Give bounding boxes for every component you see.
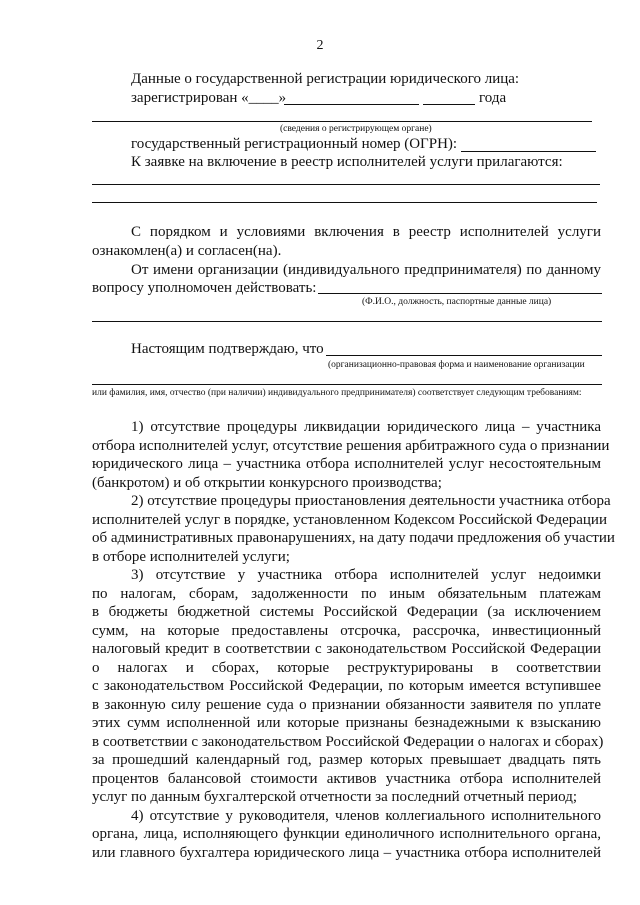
p3-line-9: этих сумм исполненной или которые признаны безнадежными к взысканию bbox=[92, 715, 601, 731]
p3-line-10: в соответствии с законодательством Российской Федерации о налогах и сборах) bbox=[92, 734, 604, 750]
confirm-label: Настоящим подтверждаю, что bbox=[131, 341, 324, 357]
attachments-line-1 bbox=[92, 184, 600, 185]
p3-line-7: с законодательством Российской Федерации, по которым имеется вступившее bbox=[92, 678, 601, 694]
p4-line-3: или главного бухгалтера юридического лица – участника отбора исполнителей bbox=[92, 845, 601, 861]
p2-line-2: исполнителей услуг в порядке, установленном Кодексом Российской Федерации bbox=[92, 512, 607, 528]
p3-line-5: налоговый кредит в соответствии с законодательством Российской Федерации bbox=[92, 641, 601, 657]
p3-line-12: процентов балансовой стоимости активов участника отбора исполнителей bbox=[92, 771, 601, 787]
p2-line-3: об административных правонарушениях, на дату подачи предложения об участии bbox=[92, 530, 615, 546]
consent-line-3: От имени организации (индивидуального предпринимателя) по данному bbox=[131, 262, 601, 278]
registration-heading: Данные о государственной регистрации юридического лица: bbox=[131, 71, 520, 87]
organization-blank bbox=[326, 355, 602, 356]
consent-line-1: С порядком и условиями включения в реестр исполнителей услуги bbox=[131, 224, 601, 240]
registered-prefix: зарегистрирован «____» bbox=[131, 90, 287, 106]
p3-line-13: услуг по данным бухгалтерской отчетности за последний отчетный период; bbox=[92, 789, 578, 805]
ogrn-label: государственный регистрационный номер (ОГРН): bbox=[131, 136, 458, 152]
consent-line-4: вопросу уполномочен действовать: bbox=[92, 280, 317, 296]
attachments-label: К заявке на включение в реестр исполнителей услуги прилагаются: bbox=[131, 154, 563, 170]
p3-line-11: за прошедший календарный год, размер которых превышает двадцать пять bbox=[92, 752, 601, 768]
authorized-person-line-2 bbox=[92, 321, 602, 322]
organization-caption-2: или фамилия, имя, отчество (при наличии) индивидуального предпринимателя) соответствует следующим требованиям: bbox=[92, 388, 582, 398]
authority-caption: (сведения о регистрирующем органе) bbox=[280, 124, 432, 134]
p1-line-4: (банкротом) и об открытии конкурсного производства; bbox=[92, 475, 442, 491]
year-word: года bbox=[479, 90, 507, 106]
p1-line-2: отбора исполнителей услуг, отсутствие решения арбитражного суда о признании bbox=[92, 438, 610, 454]
p3-line-3: в бюджеты бюджетной системы Российской Федерации (за исключением bbox=[92, 604, 601, 620]
p2-line-1: 2) отсутствие процедуры приостановления деятельности участника отбора bbox=[131, 493, 611, 509]
p1-line-1: 1) отсутствие процедуры ликвидации юридического лица – участника bbox=[131, 419, 601, 435]
p3-line-8: в законную силу решение суда о признании обязанности заявителя по уплате bbox=[92, 697, 601, 713]
date-year-blank bbox=[423, 104, 475, 105]
attachments-line-2 bbox=[92, 202, 597, 203]
authorized-person-blank bbox=[318, 293, 602, 294]
p3-line-6: о налогах и сборах, которые реструктурированы в соответствии bbox=[92, 660, 601, 676]
p1-line-3: юридического лица – участника отбора исполнителей услуг несостоятельным bbox=[92, 456, 601, 472]
organization-caption-1: (организационно-правовая форма и наименование организации bbox=[328, 360, 585, 370]
p4-line-1: 4) отсутствие у руководителя, членов коллегиального исполнительного bbox=[131, 808, 601, 824]
date-month-blank bbox=[284, 104, 419, 105]
ogrn-blank bbox=[461, 151, 596, 152]
p2-line-4: в отборе исполнителей услуги; bbox=[92, 549, 290, 565]
p3-line-2: по налогам, сборам, задолженности по иным обязательным платежам bbox=[92, 586, 601, 602]
page-number: 2 bbox=[316, 38, 324, 53]
authorized-person-caption: (Ф.И.О., должность, паспортные данные лица) bbox=[362, 297, 552, 307]
consent-line-2: ознакомлен(а) и согласен(на). bbox=[92, 243, 282, 259]
organization-line-2 bbox=[92, 384, 602, 385]
p4-line-2: органа, лица, исполняющего функции единоличного исполнительного органа, bbox=[92, 826, 601, 842]
p3-line-1: 3) отсутствие у участника отбора исполнителей услуг недоимки bbox=[131, 567, 601, 583]
p3-line-4: сумм, на которые предоставлены отсрочка, рассрочка, инвестиционный bbox=[92, 623, 601, 639]
authority-blank bbox=[92, 121, 592, 122]
